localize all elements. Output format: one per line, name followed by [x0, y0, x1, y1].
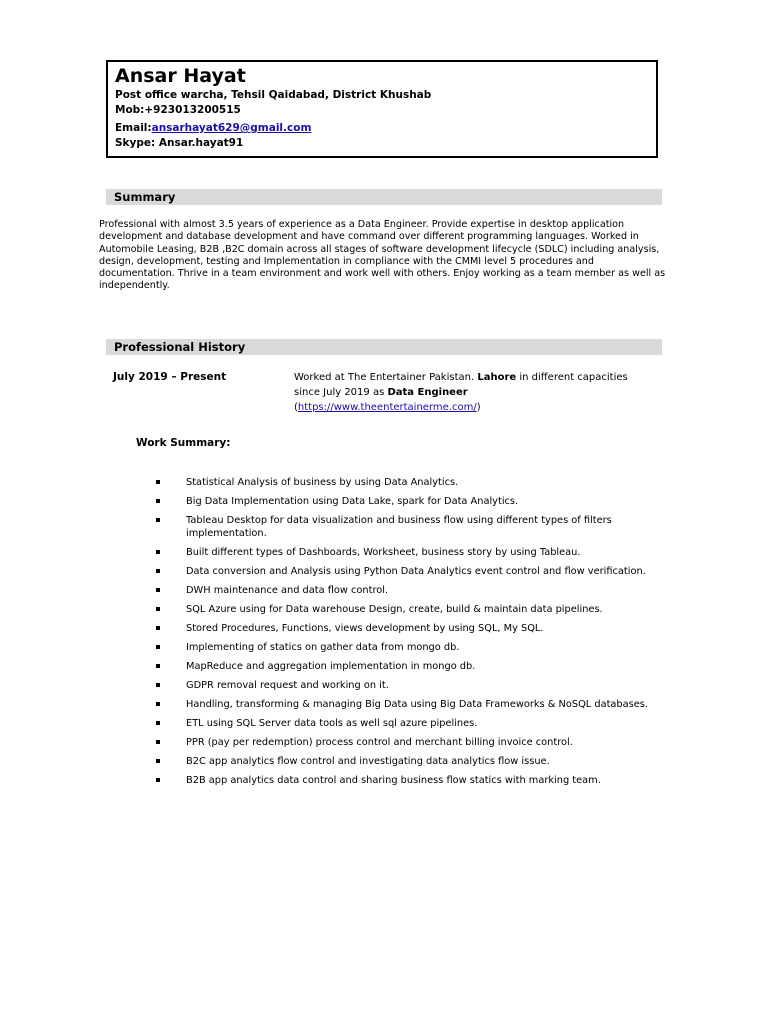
link-close-paren: ) — [476, 402, 481, 413]
list-item-text: Handling, transforming & managing Big Data using Big Data Frameworks & NoSQL databases. — [186, 699, 648, 710]
bullet-square-icon — [156, 759, 160, 763]
list-item-text: Tableau Desktop for data visualization and business flow using different types of filters implementation. — [186, 515, 612, 539]
email-separator: : — [147, 122, 152, 134]
list-item — [156, 495, 656, 508]
list-item-text: MapReduce and aggregation implementation in mongo db. — [186, 661, 476, 672]
bullet-square-icon — [156, 645, 160, 649]
company-website-link[interactable]: https://www.theentertainerme.com/ — [297, 402, 477, 413]
list-item — [156, 717, 656, 730]
list-item — [156, 774, 656, 787]
bullet-square-icon — [156, 499, 160, 503]
list-item — [156, 755, 656, 768]
bullet-square-icon — [156, 569, 160, 573]
list-item — [156, 584, 656, 597]
job-desc-part-2: in different capacities since July 2019 as — [294, 372, 628, 398]
bullet-square-icon — [156, 721, 160, 725]
list-item-text: Statistical Analysis of business by using Data Analytics. — [186, 477, 459, 488]
mobile-line: Mob:+923013200515 — [115, 104, 241, 116]
candidate-name: Ansar Hayat — [115, 65, 246, 87]
list-item — [156, 622, 656, 635]
list-item-text: PPR (pay per redemption) process control and merchant billing invoice control. — [186, 737, 573, 748]
email-label: Email — [115, 122, 148, 134]
skype-line: Skype: Ansar.hayat91 — [115, 137, 244, 149]
list-item — [156, 641, 656, 654]
job-role: Data Engineer — [387, 387, 468, 398]
list-item-text: SQL Azure using for Data warehouse Design, create, build & maintain data pipelines. — [186, 604, 603, 615]
list-item-text: Data conversion and Analysis using Python Data Analytics event control and flow verification. — [186, 566, 646, 577]
list-item — [156, 565, 656, 578]
list-item — [156, 476, 656, 489]
list-item — [156, 603, 656, 616]
list-item — [156, 660, 656, 673]
bullet-square-icon — [156, 664, 160, 668]
list-item-text: B2C app analytics flow control and investigating data analytics flow issue. — [186, 756, 550, 767]
email-line — [115, 121, 649, 136]
list-item-text: DWH maintenance and data flow control. — [186, 585, 389, 596]
professional-history-heading: Professional History — [106, 339, 662, 355]
job-description — [294, 370, 654, 415]
list-item — [156, 736, 656, 749]
contact-header-box — [106, 60, 658, 158]
bullet-square-icon — [156, 480, 160, 484]
list-item-text: Stored Procedures, Functions, views development by using SQL, My SQL. — [186, 623, 544, 634]
job-dates: July 2019 – Present — [113, 371, 227, 383]
summary-heading: Summary — [106, 189, 662, 205]
bullet-square-icon — [156, 702, 160, 706]
bullet-square-icon — [156, 683, 160, 687]
summary-text: Professional with almost 3.5 years of experience as a Data Engineer. Provide expertise in desktop application development and database development and have command over different programming languages. Worked in Automobile Leasing, B2B ,B2C domain across all stages of software development lifecycle (SDLC) including analysis, design, development, testing and Implementation in compliance with the CMMI level 5 procedures and documentation. Thrive in a team environment and work well with others. Enjoy working as a team member as well as independently. — [99, 219, 666, 292]
list-item-text: Built different types of Dashboards, Worksheet, business story by using Tableau. — [186, 547, 581, 558]
bullet-square-icon — [156, 740, 160, 744]
address-line: Post office warcha, Tehsil Qaidabad, District Khushab — [115, 89, 432, 101]
list-item — [156, 679, 656, 692]
bullet-square-icon — [156, 588, 160, 592]
bullet-square-icon — [156, 550, 160, 554]
bullet-square-icon — [156, 626, 160, 630]
list-item — [156, 514, 656, 540]
bullet-square-icon — [156, 607, 160, 611]
list-item-text: Implementing of statics on gather data from mongo db. — [186, 642, 460, 653]
job-desc-part-1: Worked at The Entertainer Pakistan. — [294, 372, 478, 383]
list-item-text: Big Data Implementation using Data Lake, spark for Data Analytics. — [186, 496, 519, 507]
list-item — [156, 546, 656, 559]
work-summary-heading: Work Summary: — [136, 437, 231, 449]
job-location: Lahore — [477, 372, 517, 383]
bullet-square-icon — [156, 778, 160, 782]
email-link[interactable]: ansarhayat629@gmail.com — [151, 122, 312, 134]
list-item-text: B2B app analytics data control and sharing business flow statics with marking team. — [186, 775, 601, 786]
bullet-square-icon — [156, 518, 160, 522]
list-item-text: GDPR removal request and working on it. — [186, 680, 389, 691]
list-item — [156, 698, 656, 711]
list-item-text: ETL using SQL Server data tools as well sql azure pipelines. — [186, 718, 478, 729]
link-open-paren: ( — [294, 402, 298, 413]
